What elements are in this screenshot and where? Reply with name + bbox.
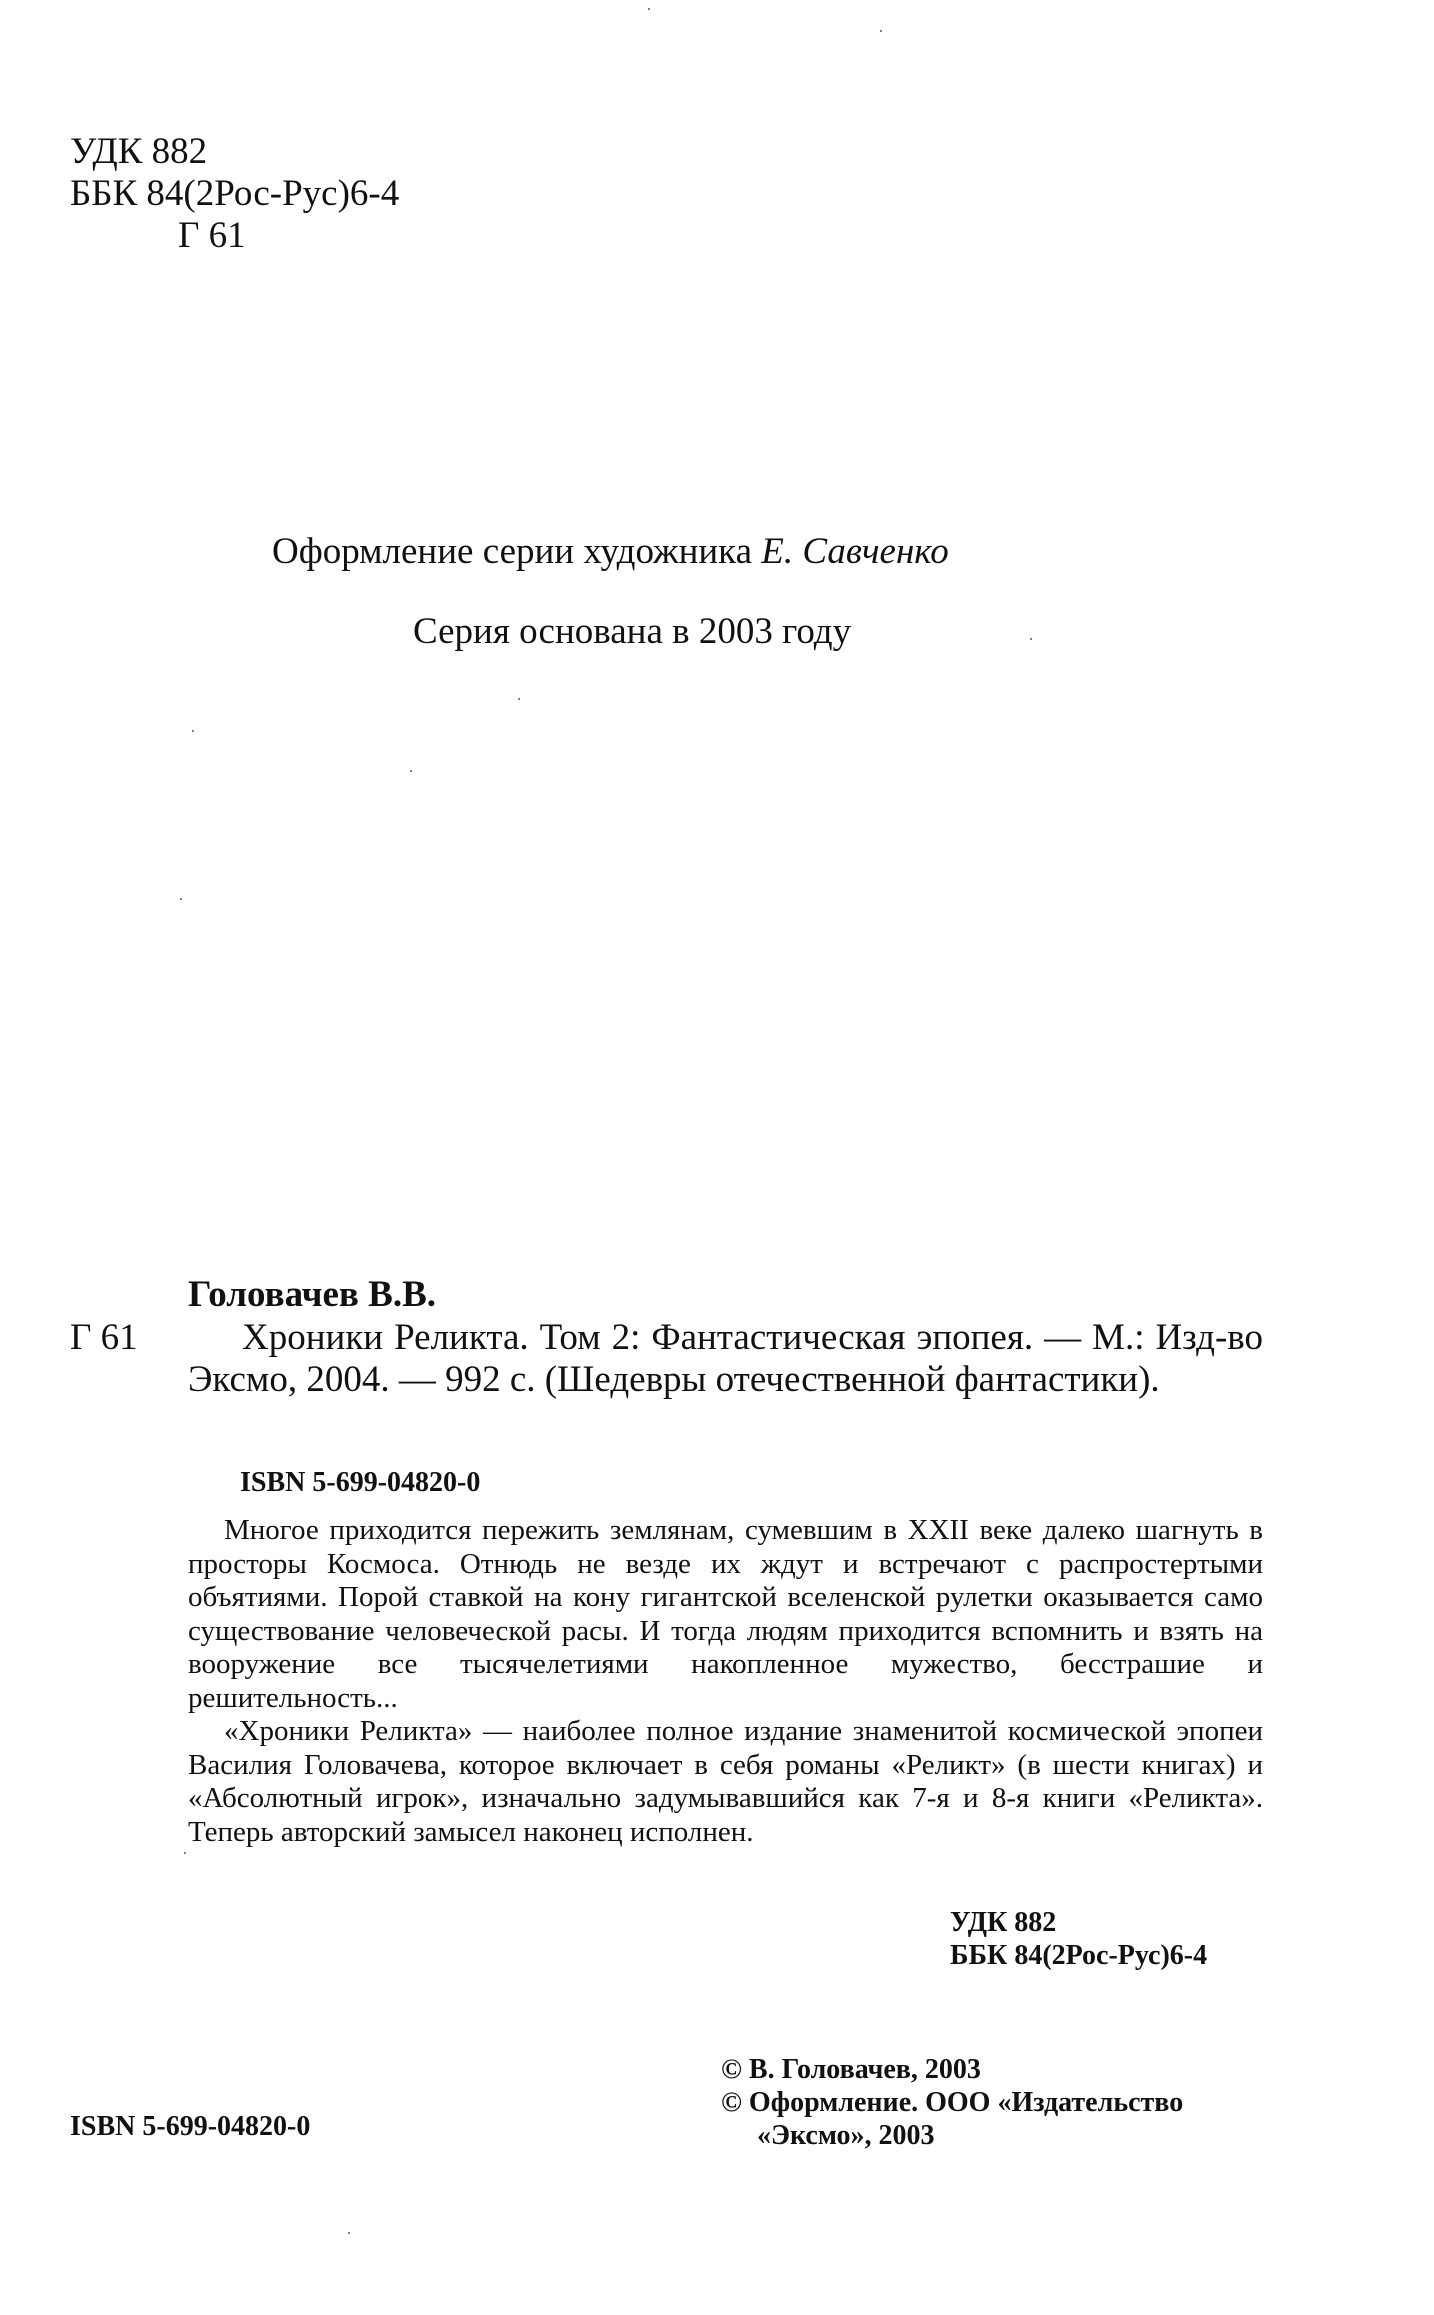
series-design-prefix: Оформление серии художника xyxy=(272,531,753,572)
series-design-artist: Е. Савченко xyxy=(761,531,949,572)
catalog-author: Головачев В.В. xyxy=(188,1274,437,1315)
scan-speck xyxy=(1030,638,1032,640)
series-design-credit xyxy=(272,530,949,574)
catalog-bbk: ББК 84(2Рос-Рус)6-4 xyxy=(950,1940,1208,1971)
catalog-annotation xyxy=(188,1514,1263,1849)
footer-isbn: ISBN 5-699-04820-0 xyxy=(70,2111,311,2142)
scan-speck xyxy=(880,30,882,32)
annotation-paragraph-1: Многое приходится пережить землянам, сумевшим в XXII веке далеко шагнуть в просторы Космоса. Отнюдь не везде их ждут и встречают с распростертыми объятиями. Порой ставкой на кону гигантской вселенской рулетки оказывается само существование человеческой расы. И тогда людям приходится вспомнить и взять на вооружение все тысячелетиями накопленное мужество, бесстрашие и решительность... xyxy=(188,1514,1263,1714)
scan-speck xyxy=(180,898,182,900)
bbk-header: ББК 84(2Рос-Рус)6-4 xyxy=(70,173,400,214)
copyright-design-line1: © Оформление. ООО «Издательство xyxy=(721,2087,1184,2118)
copyright-author: © В. Головачев, 2003 xyxy=(721,2054,981,2085)
scan-speck xyxy=(348,2232,350,2234)
copyright-design-line2: «Эксмо», 2003 xyxy=(757,2120,935,2151)
udk-header: УДК 882 xyxy=(70,131,208,172)
scan-speck xyxy=(410,770,412,772)
catalog-description: Хроники Реликта. Том 2: Фантастическая эпопея. — М.: Изд-во Эксмо, 2004. — 992 с. (Шедевры отечественной фантастики). xyxy=(188,1317,1263,1400)
scan-speck xyxy=(192,730,194,732)
scan-speck xyxy=(648,8,650,10)
series-founded: Серия основана в 2003 году xyxy=(413,611,852,652)
scan-speck xyxy=(518,698,520,700)
catalog-mark: Г 61 xyxy=(70,1317,138,1358)
author-mark-header: Г 61 xyxy=(178,215,246,256)
catalog-isbn: ISBN 5-699-04820-0 xyxy=(240,1467,481,1498)
scan-speck xyxy=(184,1852,186,1854)
annotation-paragraph-2: «Хроники Реликта» — наиболее полное издание знаменитой космической эпопеи Василия Головачева, которое включает в себя романы «Реликт» (в шести книгах) и «Абсолютный игрок», изначально задумывавшийся как 7-я и 8-я книги «Реликта». Теперь авторский замысел наконец исполнен. xyxy=(188,1715,1263,1848)
catalog-udk: УДК 882 xyxy=(950,1907,1057,1938)
